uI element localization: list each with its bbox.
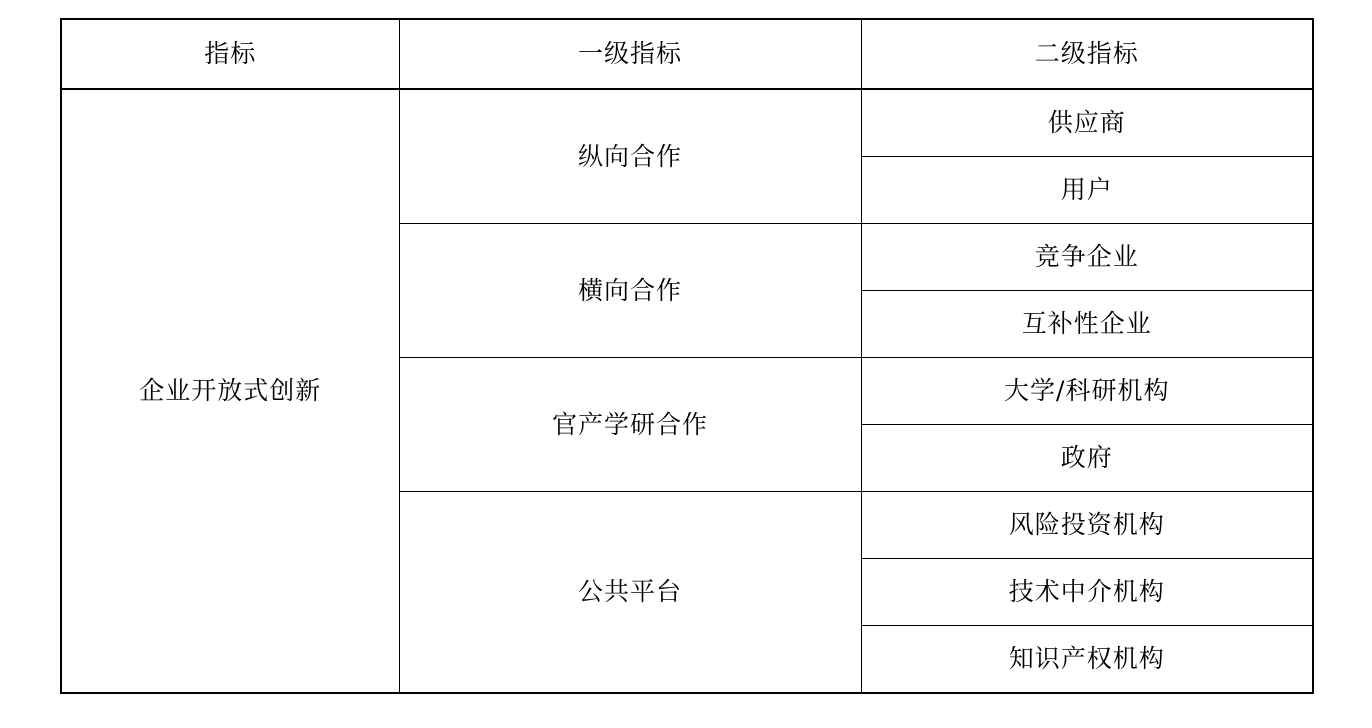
table-header-row <box>61 19 1313 89</box>
column-header-primary-indicator: 一级指标 <box>399 19 861 89</box>
cell-root-indicator: 企业开放式创新 <box>61 89 399 693</box>
table-body <box>61 89 1313 693</box>
cell-secondary-indicator: 政府 <box>861 425 1313 492</box>
cell-secondary-indicator: 互补性企业 <box>861 291 1313 358</box>
cell-secondary-indicator: 竞争企业 <box>861 224 1313 291</box>
cell-secondary-indicator: 知识产权机构 <box>861 626 1313 694</box>
cell-secondary-indicator: 技术中介机构 <box>861 559 1313 626</box>
column-header-secondary-indicator: 二级指标 <box>861 19 1313 89</box>
cell-primary-indicator: 纵向合作 <box>399 89 861 224</box>
cell-secondary-indicator: 大学/科研机构 <box>861 358 1313 425</box>
cell-primary-indicator: 公共平台 <box>399 492 861 694</box>
indicator-table <box>60 18 1314 694</box>
cell-secondary-indicator: 用户 <box>861 157 1313 224</box>
column-header-indicator: 指标 <box>61 19 399 89</box>
cell-secondary-indicator: 风险投资机构 <box>861 492 1313 559</box>
table-row <box>61 89 1313 157</box>
cell-primary-indicator: 横向合作 <box>399 224 861 358</box>
table-header <box>61 19 1313 89</box>
cell-secondary-indicator: 供应商 <box>861 89 1313 157</box>
cell-primary-indicator: 官产学研合作 <box>399 358 861 492</box>
